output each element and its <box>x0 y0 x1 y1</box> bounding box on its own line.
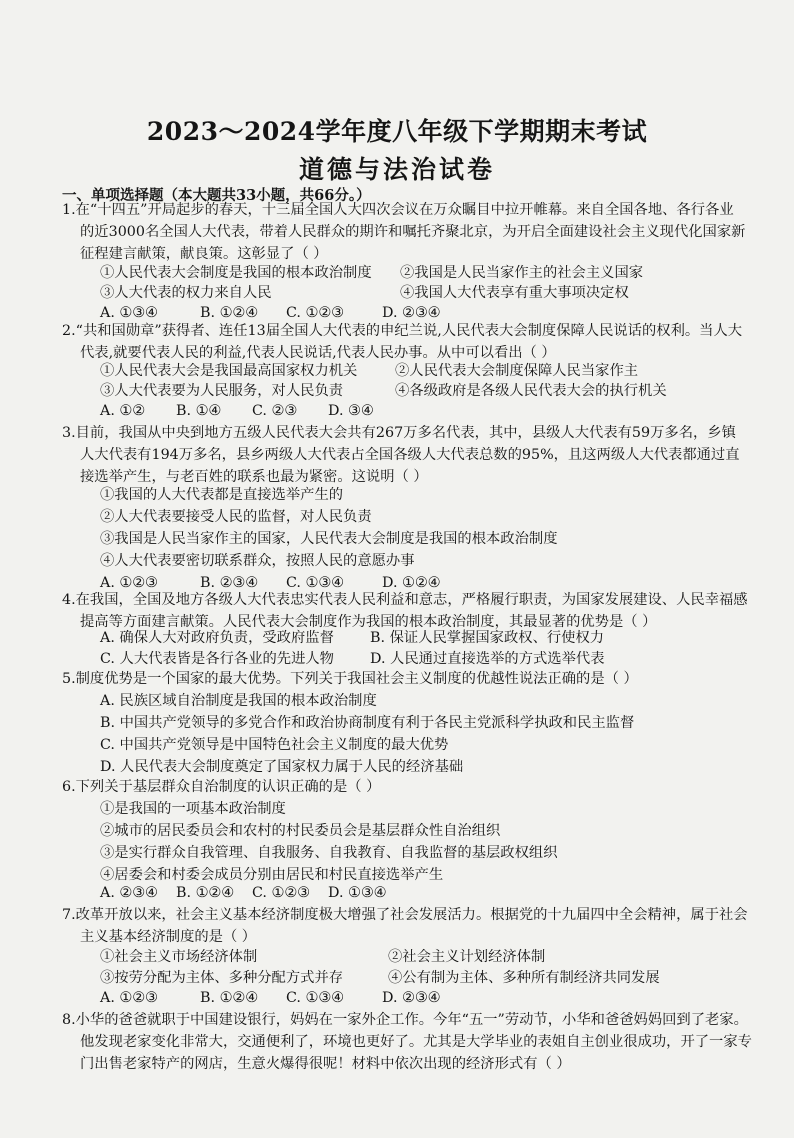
stem-line: 提高等方面建言献策。人民代表大会制度作为我国的根本政治制度，其最显著的优势是（ ） <box>80 614 657 630</box>
answer-choice[interactable]: A. 民族区域自治制度是我国的根本政治制度 <box>100 693 377 709</box>
question-1-stem <box>62 199 782 265</box>
stem-line: 征程建言献策，献良策。这彰显了（ ） <box>80 246 328 262</box>
answer-choice[interactable]: D. 人民通过直接选举的方式选举代表 <box>370 651 605 667</box>
answer-choice[interactable]: B. 中国共产党领导的多党合作和政治协商制度有利于各民主党派科学执政和民主监督 <box>100 715 635 731</box>
stem-line: 8.小华的爸爸就职于中国建设银行，妈妈在一家外企工作。今年“五一”劳动节，小华和爸爸妈妈回到了老家。 <box>62 1012 748 1028</box>
option: ②社会主义计划经济体制 <box>388 949 546 965</box>
answer-choice[interactable]: B. ①④ <box>176 403 222 419</box>
answer-choice[interactable]: C. ①③④ <box>286 575 344 591</box>
option: ②城市的居民委员会和农村的村民委员会是基层群众性自治组织 <box>100 823 501 839</box>
answer-choice[interactable]: D. ②③④ <box>382 990 441 1006</box>
answer-choice[interactable]: C. ①②③ <box>286 305 344 321</box>
stem-line: 代表,就要代表人民的利益,代表人民说话,代表人民办事。从中可以看出（ ） <box>80 345 556 361</box>
answer-choice[interactable]: A. ②③④ <box>100 885 158 901</box>
question-6-stem <box>62 776 782 798</box>
answer-choice[interactable]: C. ②③ <box>252 403 298 419</box>
answer-choice[interactable]: C. 中国共产党领导是中国特色社会主义制度的最大优势 <box>100 737 449 753</box>
question-8-stem <box>62 1009 782 1075</box>
answer-choice[interactable]: C. ①②③ <box>252 885 310 901</box>
answer-choice[interactable]: B. ①②④ <box>200 305 259 321</box>
answer-choice[interactable]: A. ①③④ <box>100 305 158 321</box>
stem-line: 接选举产生，与老百姓的联系也最为紧密。这说明（ ） <box>80 469 428 485</box>
option: ④各级政府是各级人民代表大会的执行机关 <box>395 383 667 399</box>
question-7-stem <box>62 904 782 948</box>
stem-line: 6.下列关于基层群众自治制度的认识正确的是（ ） <box>62 779 381 795</box>
answer-choice[interactable]: B. ①②④ <box>176 885 235 901</box>
stem-line: 的近3000名全国人大代表，带着人民群众的期许和嘱托齐聚北京，为开启全面建设社会主义现代化国家新 <box>80 224 746 240</box>
answer-choice[interactable]: D. ①②④ <box>382 575 441 591</box>
option: ①人民代表大会是我国最高国家权力机关 <box>100 363 358 379</box>
option: ②我国是人民当家作主的社会主义国家 <box>400 265 644 281</box>
answer-choice[interactable]: B. ①②④ <box>200 990 259 1006</box>
option: ②人大代表要接受人民的监督，对人民负责 <box>100 509 372 525</box>
stem-line: 3.目前，我国从中央到地方五级人民代表大会共有267万多名代表，其中，县级人大代表有59万多名，乡镇 <box>62 425 736 441</box>
option: ④居委会和村委会成员分别由居民和村民直接选举产生 <box>100 867 444 883</box>
stem-line: 1.在“十四五”开局起步的春天，十三届全国人大四次会议在万众瞩目中拉开帷幕。来自全国各地、各行各业 <box>62 202 734 218</box>
option: ③是实行群众自我管理、自我服务、自我教育、自我监督的基层政权组织 <box>100 845 558 861</box>
answer-choice[interactable]: D. ③④ <box>328 403 374 419</box>
exam-subtitle: 道德与法治试卷 <box>298 155 495 184</box>
stem-line: 人大代表有194万多名，县乡两级人大代表占全国各级人大代表总数的95%，且这两级人大代表都通过直 <box>80 447 740 463</box>
answer-choice[interactable]: A. ①②③ <box>100 575 158 591</box>
answer-choice[interactable]: B. ②③④ <box>200 575 259 591</box>
option: ③人大代表的权力来自人民 <box>100 285 272 301</box>
option: ①是我国的一项基本政治制度 <box>100 801 286 817</box>
stem-line: 5.制度优势是一个国家的最大优势。下列关于我国社会主义制度的优越性说法正确的是（ ） <box>62 671 638 687</box>
stem-line: 7.改革开放以来，社会主义基本经济制度极大增强了社会发展活力。根据党的十九届四中全会精神，属于社会 <box>62 907 748 923</box>
option: ③按劳分配为主体、多种分配方式并存 <box>100 970 344 986</box>
question-5-stem <box>62 668 782 690</box>
stem-line: 4.在我国，全国及地方各级人大代表忠实代表人民利益和意志，严格履行职责，为国家发展建设、人民幸福感 <box>62 592 748 608</box>
answer-choice[interactable]: A. ①② <box>100 403 146 419</box>
stem-line: 2.“共和国勋章”获得者、连任13届全国人大代表的申纪兰说,人民代表大会制度保障人民说话的权利。当人大 <box>62 323 743 339</box>
option: ④人大代表要密切联系群众，按照人民的意愿办事 <box>100 553 415 569</box>
question-3-stem <box>62 422 782 488</box>
option: ④我国人大代表享有重大事项决定权 <box>400 285 629 301</box>
option: ①社会主义市场经济体制 <box>100 949 258 965</box>
answer-choice[interactable]: A. ①②③ <box>100 990 158 1006</box>
answer-choice[interactable]: D. ①③④ <box>328 885 387 901</box>
exam-title: 2023～2024学年度八年级下学期期末考试 <box>146 117 648 146</box>
option: ②人民代表大会制度保障人民当家作主 <box>395 363 639 379</box>
question-2-stem <box>62 320 782 364</box>
answer-choice[interactable]: C. 人大代表皆是各行各业的先进人物 <box>100 651 334 667</box>
answer-choice[interactable]: B. 保证人民掌握国家政权、行使权力 <box>370 630 605 646</box>
option: ③我国是人民当家作主的国家，人民代表大会制度是我国的根本政治制度 <box>100 531 558 547</box>
section-heading: 一、单项选择题（本大题共33小题，共66分。） <box>62 187 371 204</box>
option: ③人大代表要为人民服务，对人民负责 <box>100 383 344 399</box>
answer-choice[interactable]: C. ①③④ <box>286 990 344 1006</box>
stem-line: 他发现老家变化非常大，交通便利了，环境也更好了。尤其是大学毕业的表姐自主创业很成功，开了一家专 <box>80 1034 752 1050</box>
stem-line: 门出售老家特产的网店，生意火爆得很呢！材料中依次出现的经济形式有（ ） <box>80 1056 571 1072</box>
option: ①我国的人大代表都是直接选举产生的 <box>100 487 344 503</box>
answer-choice[interactable]: D. ②③④ <box>382 305 441 321</box>
answer-choice[interactable]: A. 确保人大对政府负责，受政府监督 <box>100 630 334 646</box>
option: ④公有制为主体、多种所有制经济共同发展 <box>388 970 660 986</box>
answer-choice[interactable]: D. 人民代表大会制度奠定了国家权力属于人民的经济基础 <box>100 759 464 775</box>
option: ①人民代表大会制度是我国的根本政治制度 <box>100 265 372 281</box>
stem-line: 主义基本经济制度的是（ ） <box>80 929 257 945</box>
